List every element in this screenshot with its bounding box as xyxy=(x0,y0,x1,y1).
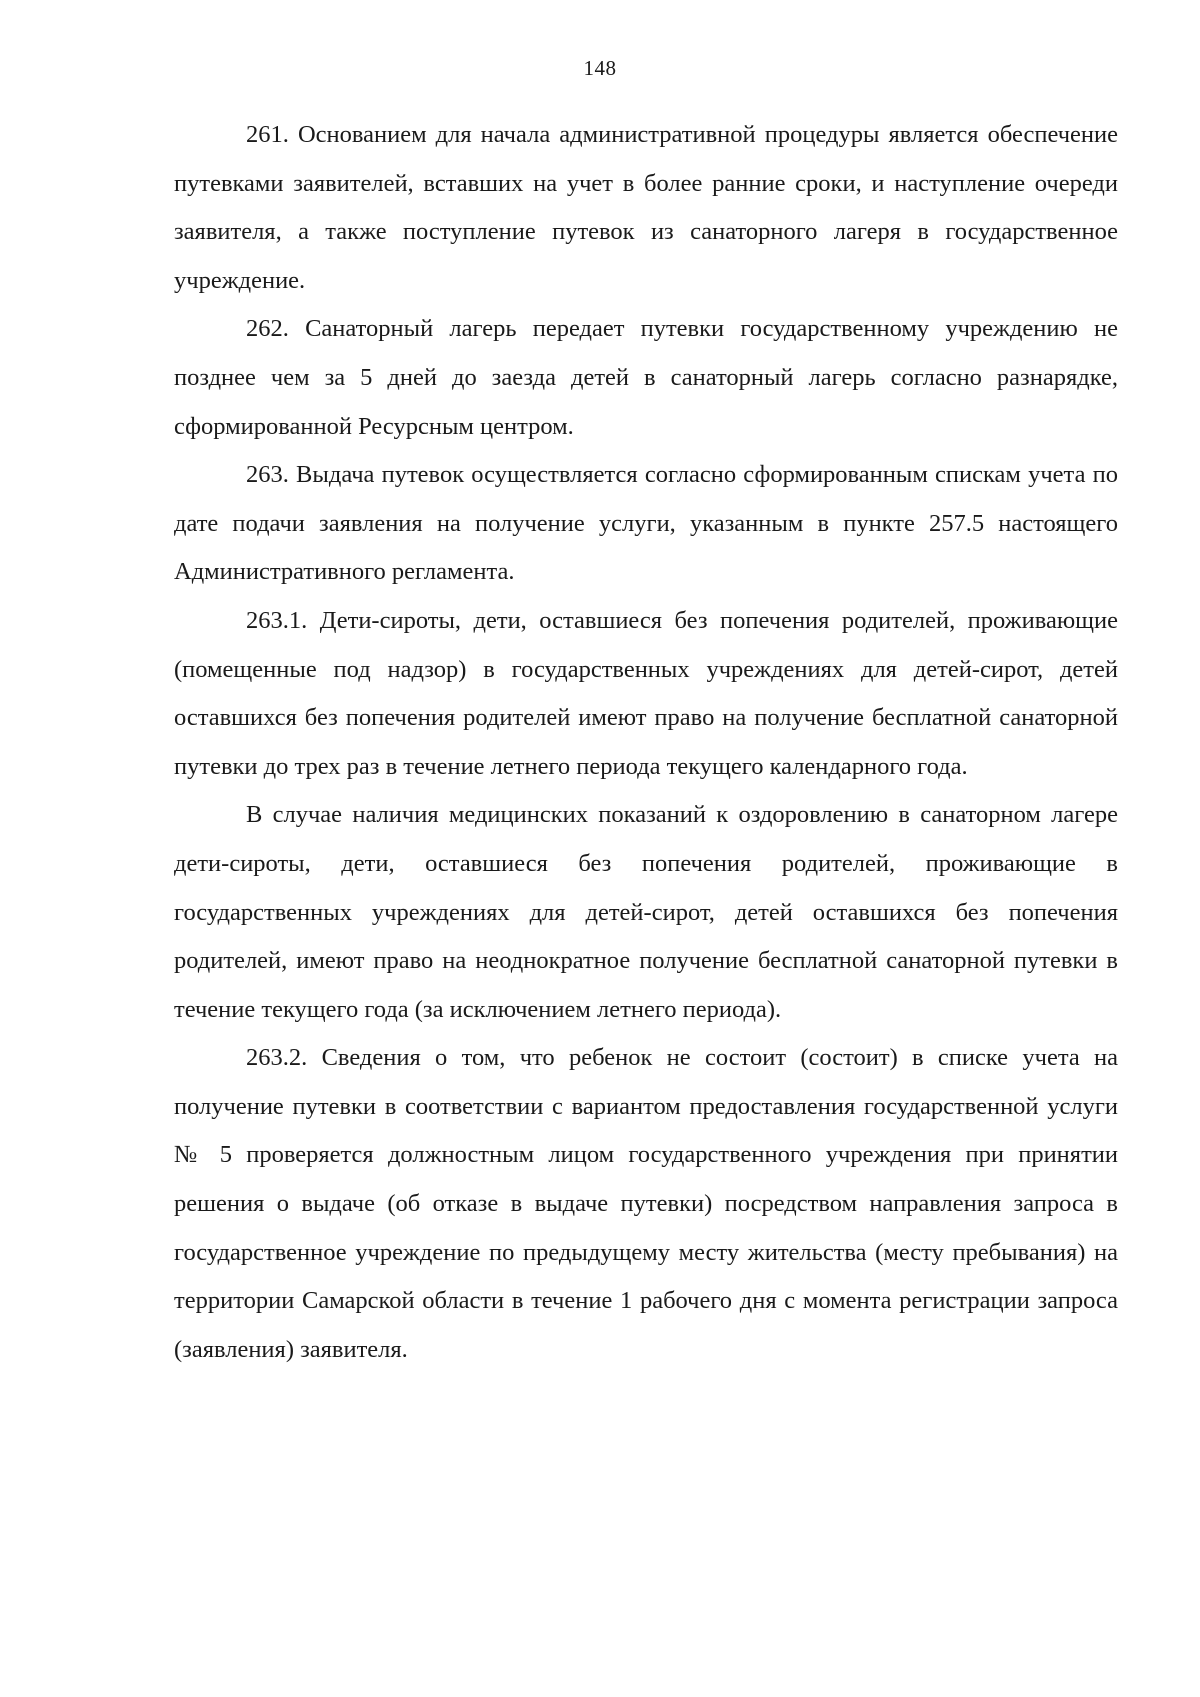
document-body xyxy=(174,111,1118,1374)
page-number: 148 xyxy=(583,56,617,80)
paragraph-263-2: 263.2. Сведения о том, что ребенок не состоит (состоит) в списке учета на получение путевки в соответствии с вариантом предоставления государственной услуги № 5 проверяется должностным лицом государственного учреждения при принятии решения о выдаче (об отказе в выдаче путевки) посредством направления запроса в государственное учреждение по предыдущему месту жительства (месту пребывания) на территории Самарской области в течение 1 рабочего дня с момента регистрации запроса (заявления) заявителя. xyxy=(174,1044,1118,1363)
paragraph-263-1-continued: В случае наличия медицинских показаний к оздоровлению в санаторном лагере дети-сироты, дети, оставшиеся без попечения родителей, проживающие в государственных учреждениях для детей-сирот, детей оставшихся без попечения родителей, имеют право на неоднократное получение бесплатной санаторной путевки в течение текущего года (за исключением летнего периода). xyxy=(174,801,1118,1023)
paragraph-261: 261. Основанием для начала административной процедуры является обеспечение путевками заявителей, вставших на учет в более ранние сроки, и наступление очереди заявителя, а также поступление путевок из санаторного лагеря в государственное учреждение. xyxy=(174,121,1118,294)
paragraph-263: 263. Выдача путевок осуществляется согласно сформированным спискам учета по дате подачи заявления на получение услуги, указанным в пункте 257.5 настоящего Административного регламента. xyxy=(174,461,1118,586)
paragraph-262: 262. Санаторный лагерь передает путевки государственному учреждению не позднее чем за 5 дней до заезда детей в санаторный лагерь согласно разнарядке, сформированной Ресурсным центром. xyxy=(174,315,1118,440)
paragraph-263-1: 263.1. Дети-сироты, дети, оставшиеся без попечения родителей, проживающие (помещенные под надзор) в государственных учреждениях для детей-сирот, детей оставшихся без попечения родителей имеют право на получение бесплатной санаторной путевки до трех раз в течение летнего периода текущего календарного года. xyxy=(174,606,1118,780)
